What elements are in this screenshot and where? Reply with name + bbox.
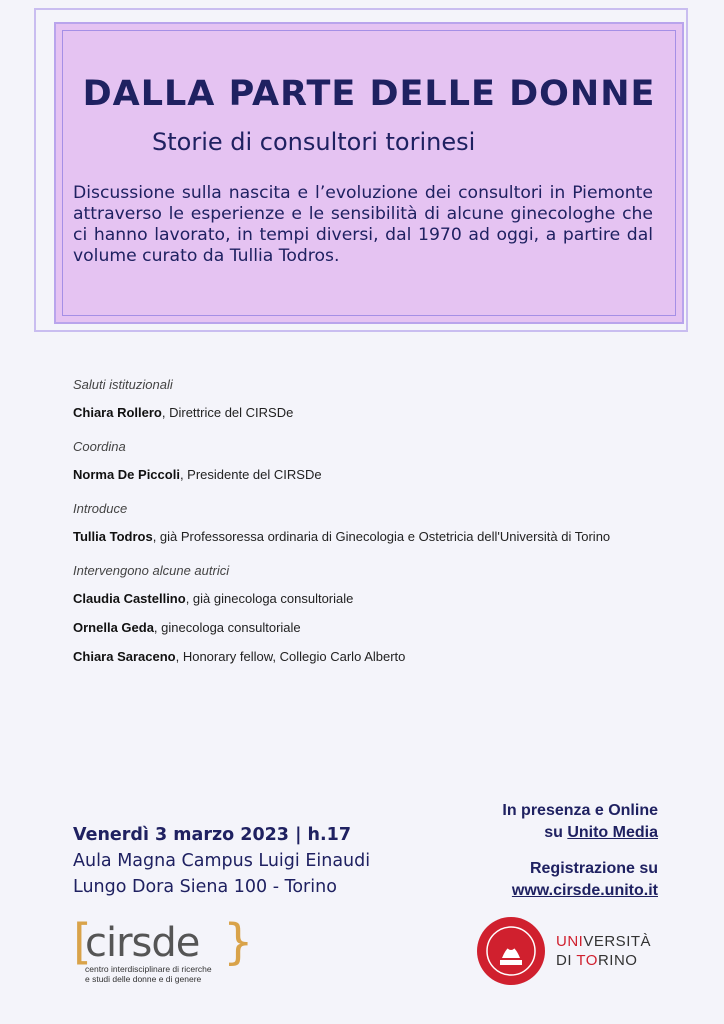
speaker-item xyxy=(73,646,673,667)
speaker-name: Tullia Todros xyxy=(73,529,153,544)
saluti-speaker xyxy=(73,402,673,423)
unito-rest-part: VERSITÀ xyxy=(583,933,652,950)
cirsde-tagline-2: e studi delle donne e di genere xyxy=(85,974,202,984)
online-info xyxy=(502,800,658,902)
unito-red-to: TO xyxy=(576,952,598,969)
cirsde-tagline-1: centro interdisciplinare di ricerche xyxy=(85,964,212,974)
speaker-role: , già Professoressa ordinaria di Ginecologia e Ostetricia dell'Università di Torino xyxy=(152,529,611,544)
speaker-role: , Honorary fellow, Collegio Carlo Alberto xyxy=(175,649,406,664)
cirsde-logo xyxy=(73,914,254,984)
online-prefix: su xyxy=(544,824,568,841)
banner-inner-rule xyxy=(62,30,676,316)
speaker-name: Norma De Piccoli xyxy=(73,467,180,482)
unito-red-part: UNI xyxy=(556,933,584,950)
registration-link[interactable]: www.cirsde.unito.it xyxy=(511,882,658,899)
intro-paragraph: Discussione sulla nascita e l’evoluzione dei consultori in Piemonte attraverso le esperienze e le sensibilità di alcune ginecologhe che ci hanno lavorato, in tempi diversi, dal 1970 ad oggi, a partire dal volume curato da Tullia Todros. xyxy=(73,183,653,266)
event-venue: Aula Magna Campus Luigi Einaudi xyxy=(73,851,371,871)
page-subtitle: Storie di consultori torinesi xyxy=(152,128,476,156)
intervengono-label: Intervengono alcune autrici xyxy=(73,563,230,578)
introduce-speaker xyxy=(73,526,673,547)
unito-line-1 xyxy=(556,932,651,951)
speaker-role: , Presidente del CIRSDe xyxy=(179,467,322,482)
speaker-item xyxy=(73,617,673,638)
unito-seal-icon xyxy=(476,916,546,986)
program-section xyxy=(73,377,673,675)
unito-line-2 xyxy=(556,951,651,970)
speaker-name: Ornella Geda xyxy=(73,620,154,635)
cirsde-wordmark: cirsde xyxy=(85,920,200,966)
coordina-speaker xyxy=(73,464,673,485)
saluti-label: Saluti istituzionali xyxy=(73,377,173,392)
cirsde-tagline xyxy=(85,964,212,984)
unito-di: DI xyxy=(556,952,577,969)
coordina-label: Coordina xyxy=(73,439,126,454)
unito-wordmark xyxy=(556,932,651,970)
unito-rino: RINO xyxy=(597,952,638,969)
speaker-role: , già ginecologa consultoriale xyxy=(185,591,354,606)
event-date: Venerdì 3 marzo 2023 | h.17 xyxy=(73,825,352,845)
speaker-name: Chiara Rollero xyxy=(73,405,162,420)
speaker-role: , ginecologa consultoriale xyxy=(153,620,301,635)
speaker-role: , Direttrice del CIRSDe xyxy=(161,405,294,420)
unito-media-link[interactable]: Unito Media xyxy=(567,824,658,841)
online-media-line xyxy=(502,822,658,844)
speaker-item xyxy=(73,588,673,609)
registration-label: Registrazione su xyxy=(529,860,658,877)
cirsde-bracket-right: } xyxy=(223,914,254,970)
speaker-name: Chiara Saraceno xyxy=(73,649,176,664)
introduce-label: Introduce xyxy=(73,501,128,516)
cirsde-bracket-left: [ xyxy=(73,914,92,970)
event-address: Lungo Dora Siena 100 - Torino xyxy=(73,877,337,897)
page-title: DALLA PARTE DELLE DONNE xyxy=(82,74,656,114)
speaker-name: Claudia Castellino xyxy=(73,591,186,606)
online-line: In presenza e Online xyxy=(502,802,658,819)
event-details xyxy=(73,822,370,900)
